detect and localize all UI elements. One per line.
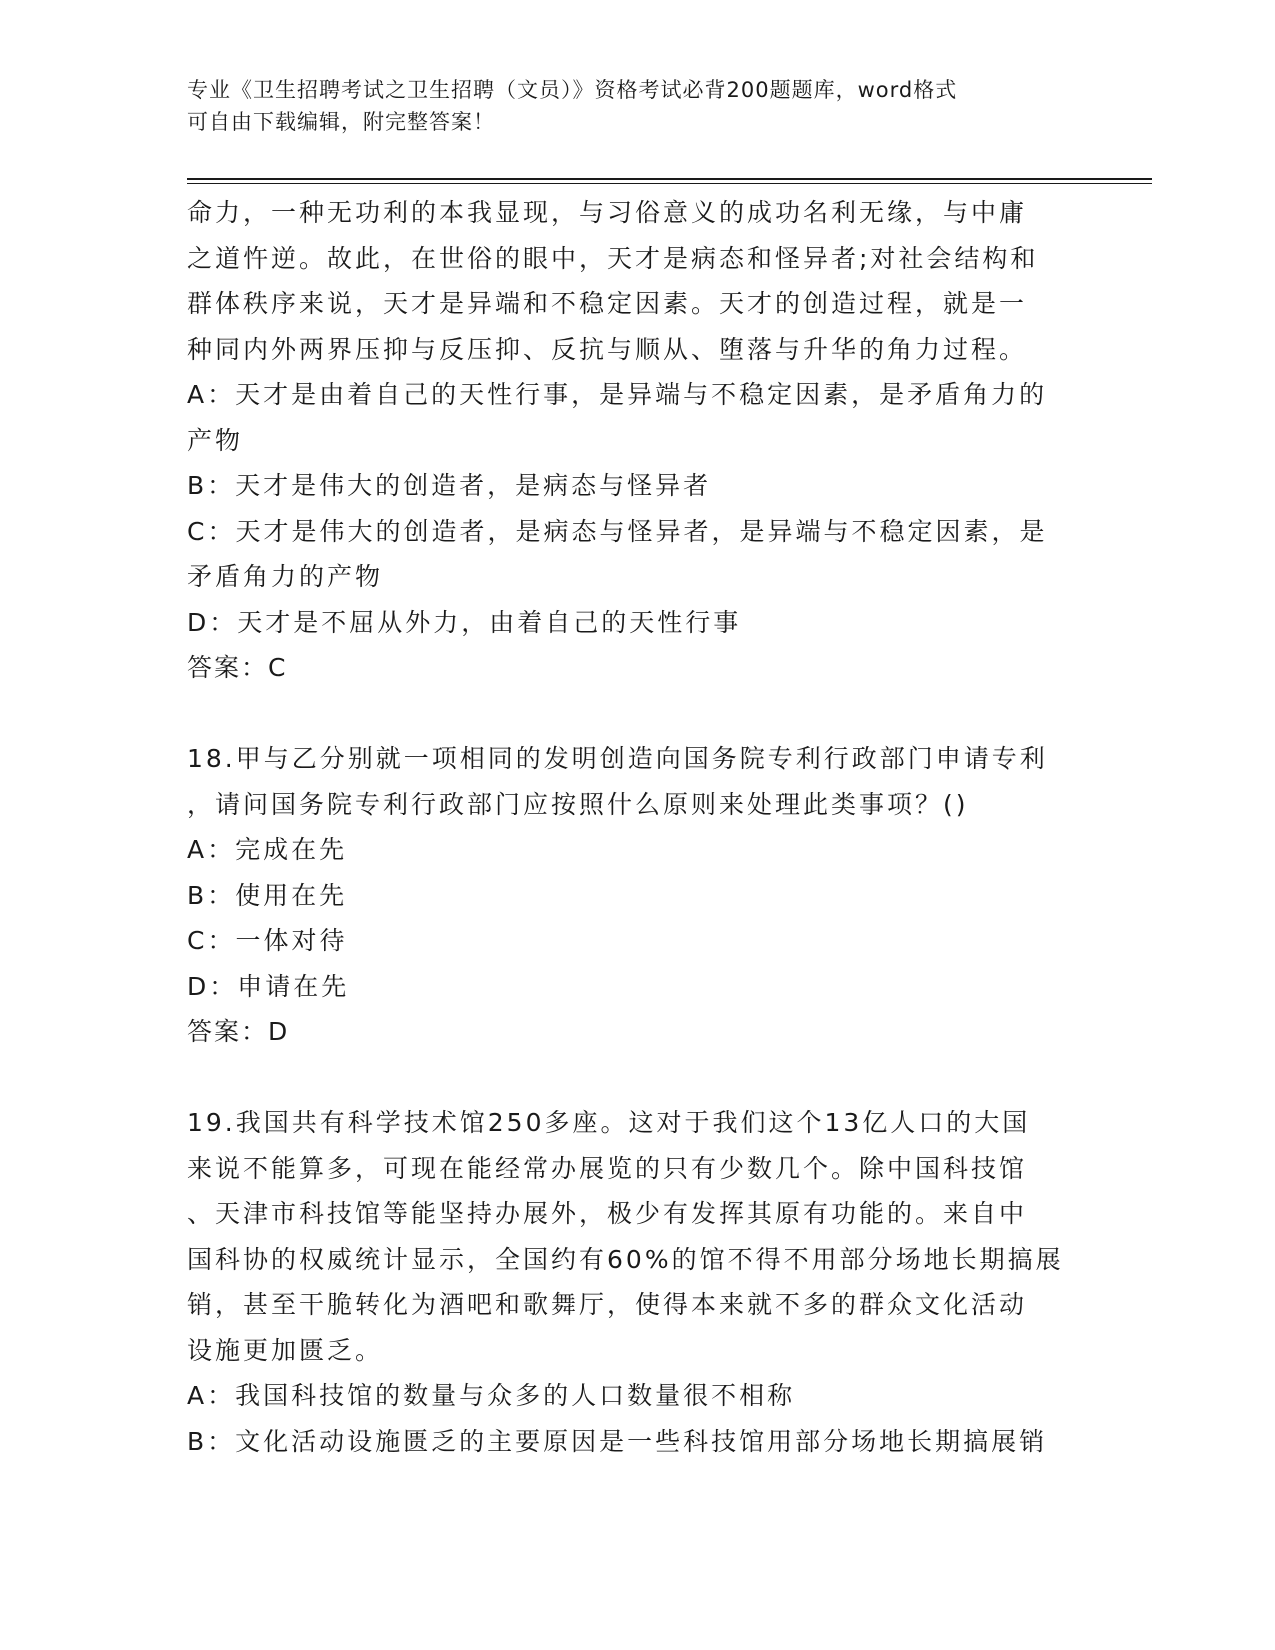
header-rule-thin: [187, 183, 1152, 184]
header-line: 专业《卫生招聘考试之卫生招聘（文员）》资格考试必背200题题库，word格式: [187, 78, 958, 102]
question-19: [187, 1100, 1087, 1464]
option-d: D：天才是不屈从外力，由着自己的天性行事: [187, 607, 742, 637]
option-c: C：天才是伟大的创造者，是病态与怪异者，是异端与不稳定因素，是: [187, 516, 1048, 546]
question-stem-line: 设施更加匮乏。: [187, 1335, 384, 1365]
option-a: A：天才是由着自己的天性行事，是异端与不稳定因素，是矛盾角力的: [187, 380, 1048, 409]
question-stem-line: 19.我国共有科学技术馆250多座。这对于我们这个13亿人口的大国: [187, 1108, 1031, 1137]
answer-label: 答案：D: [187, 1017, 290, 1046]
option-b: B：天才是伟大的创造者，是病态与怪异者: [187, 471, 712, 500]
option-c-continued: 矛盾角力的产物: [187, 562, 384, 591]
question-stem-line: 18.甲与乙分别就一项相同的发明创造向国务院专利行政部门申请专利: [187, 744, 1048, 773]
question-stem-line: ，请问国务院专利行政部门应按照什么原则来处理此类事项？(): [187, 789, 969, 819]
passage-line: 命力，一种无功利的本我显现，与习俗意义的成功名利无缘，与中庸: [187, 198, 1028, 227]
option-b: B：文化活动设施匮乏的主要原因是一些科技馆用部分场地长期搞展销: [187, 1426, 1048, 1456]
passage-line: 群体秩序来说，天才是异端和不稳定因素。天才的创造过程，就是一: [187, 289, 1028, 318]
question-spacer: [187, 1055, 1087, 1101]
document-header: [187, 74, 1087, 138]
question-18: [187, 736, 1087, 1055]
passage-line: 种同内外两界压抑与反压抑、反抗与顺从、堕落与升华的角力过程。: [187, 334, 1028, 364]
question-spacer: [187, 691, 1087, 737]
header-line: 可自由下载编辑，附完整答案！: [187, 110, 495, 134]
passage-line: 之道忤逆。故此，在世俗的眼中，天才是病态和怪异者;对社会结构和: [187, 243, 1039, 273]
option-a: A：我国科技馆的数量与众多的人口数量很不相称: [187, 1381, 796, 1410]
question-stem-line: 国科协的权威统计显示，全国约有60%的馆不得不用部分场地长期搞展: [187, 1244, 1064, 1274]
header-rule-thick: [187, 178, 1152, 180]
document-body: [187, 190, 1087, 1464]
option-d: D：申请在先: [187, 971, 350, 1001]
passage-continuation: [187, 190, 1087, 691]
question-stem-line: 销，甚至干脆转化为酒吧和歌舞厅，使得本来就不多的群众文化活动: [187, 1290, 1028, 1319]
option-b: B：使用在先: [187, 880, 348, 910]
answer-label: 答案：C: [187, 653, 288, 682]
option-a: A：完成在先: [187, 835, 348, 864]
question-stem-line: 来说不能算多，可现在能经常办展览的只有少数几个。除中国科技馆: [187, 1153, 1028, 1183]
question-stem-line: 、天津市科技馆等能坚持办展外，极少有发挥其原有功能的。来自中: [187, 1199, 1028, 1228]
option-c: C：一体对待: [187, 926, 348, 955]
option-a-continued: 产物: [187, 425, 244, 455]
